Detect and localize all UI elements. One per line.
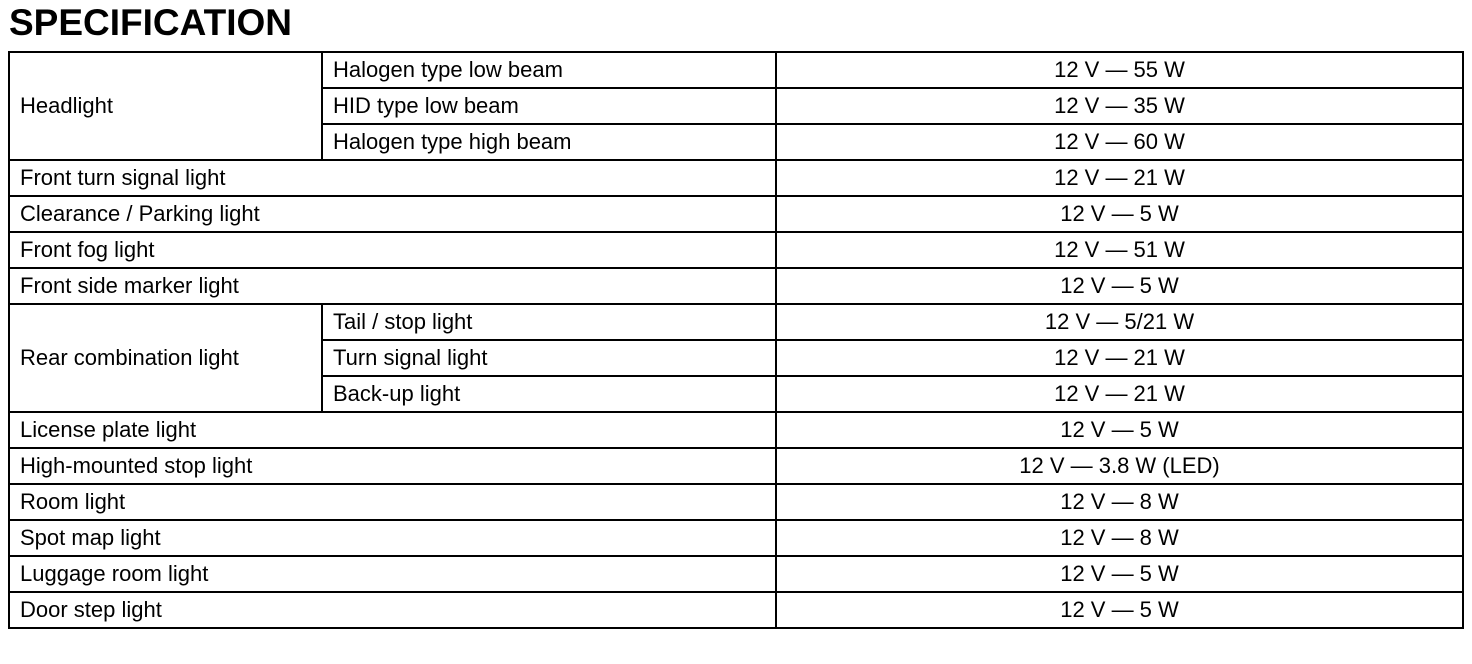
wattage-value-cell: 12 V — 21 W [776,376,1463,412]
item-name-cell: Luggage room light [9,556,776,592]
wattage-value-cell: 12 V — 5 W [776,592,1463,628]
item-name-cell: License plate light [9,412,776,448]
table-row [9,484,1463,520]
sub-item-cell: Halogen type high beam [322,124,776,160]
sub-item-cell: Back-up light [322,376,776,412]
item-name-cell: Clearance / Parking light [9,196,776,232]
table-row [9,196,1463,232]
wattage-value-cell: 12 V — 5 W [776,412,1463,448]
wattage-value-cell: 12 V — 8 W [776,484,1463,520]
wattage-value-cell: 12 V — 5 W [776,556,1463,592]
item-name-cell: Front side marker light [9,268,776,304]
item-name-cell: Door step light [9,592,776,628]
item-name-cell: Front turn signal light [9,160,776,196]
wattage-value-cell: 12 V — 5 W [776,268,1463,304]
wattage-value-cell: 12 V — 55 W [776,52,1463,88]
table-row [9,520,1463,556]
item-name-cell: High-mounted stop light [9,448,776,484]
sub-item-cell: Tail / stop light [322,304,776,340]
item-name-cell: Headlight [9,52,322,160]
table-row [9,268,1463,304]
table-row [9,592,1463,628]
sub-item-cell: HID type low beam [322,88,776,124]
item-name-cell: Room light [9,484,776,520]
sub-item-cell: Halogen type low beam [322,52,776,88]
item-name-cell: Rear combination light [9,304,322,412]
table-row [9,232,1463,268]
table-row [9,412,1463,448]
wattage-value-cell: 12 V — 21 W [776,160,1463,196]
wattage-value-cell: 12 V — 60 W [776,124,1463,160]
table-row [9,160,1463,196]
wattage-value-cell: 12 V — 51 W [776,232,1463,268]
table-row [9,304,1463,340]
wattage-value-cell: 12 V — 3.8 W (LED) [776,448,1463,484]
sub-item-cell: Turn signal light [322,340,776,376]
wattage-value-cell: 12 V — 35 W [776,88,1463,124]
wattage-value-cell: 12 V — 8 W [776,520,1463,556]
wattage-value-cell: 12 V — 21 W [776,340,1463,376]
specification-table [8,51,1464,629]
wattage-value-cell: 12 V — 5 W [776,196,1463,232]
item-name-cell: Spot map light [9,520,776,556]
wattage-value-cell: 12 V — 5/21 W [776,304,1463,340]
table-row [9,52,1463,88]
page-title: SPECIFICATION [9,2,292,43]
item-name-cell: Front fog light [9,232,776,268]
table-row [9,556,1463,592]
table-row [9,448,1463,484]
